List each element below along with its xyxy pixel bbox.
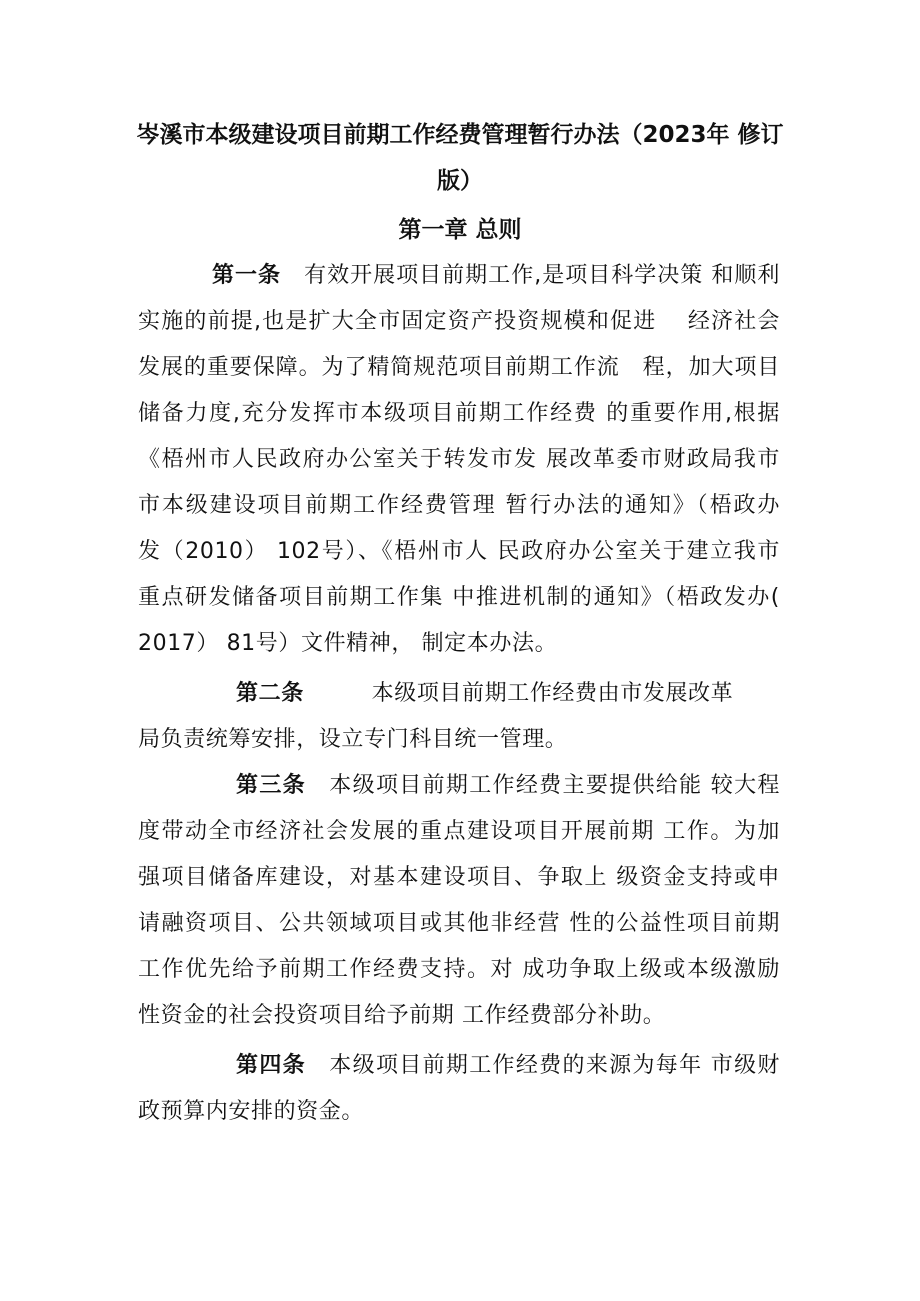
article-heading: 第三条 bbox=[236, 773, 306, 798]
article-4-line-2: 政预算内安排的资金。 bbox=[138, 1099, 365, 1124]
article-1-line-6: 市本级建设项目前期工作经费管理 暂行办法的通知》（梧政办 bbox=[138, 493, 780, 518]
article-4-line-1 bbox=[236, 1044, 780, 1088]
article-text: 本级项目前期工作经费主要提供给能 较大程 bbox=[329, 773, 780, 798]
article-1-line-2: 实施的前提,也是扩大全市固定资产投资规模和促进 经济社会 bbox=[138, 309, 780, 334]
article-heading: 第二条 bbox=[236, 681, 304, 706]
article-heading: 第四条 bbox=[236, 1053, 306, 1078]
article-1-line-5: 《梧州市人民政府办公室关于转发市发 展改革委市财政局我市 bbox=[138, 447, 780, 472]
article-1-line-1 bbox=[212, 254, 780, 298]
article-1-line-8: 重点研发储备项目前期工作集 中推进机制的通知》（梧政发办( bbox=[138, 585, 780, 610]
article-3-line-6: 性资金的社会投资项目给予前期 工作经费部分补助。 bbox=[138, 1003, 666, 1028]
article-3-line-3: 强项目储备库建设，对基本建设项目、争取上 级资金支持或申 bbox=[138, 865, 780, 890]
article-text: 本级项目前期工作经费由市发展改革 bbox=[371, 681, 734, 706]
article-3-line-4: 请融资项目、公共领域项目或其他非经营 性的公益性项目前期 bbox=[138, 911, 780, 936]
document-title: 岑溪市本级建设项目前期工作经费管理暂行办法（2023年 修订版） bbox=[136, 122, 784, 194]
article-2-line-1 bbox=[236, 672, 756, 716]
article-3-line-2: 度带动全市经济社会发展的重点建设项目开展前期 工作。为加 bbox=[138, 819, 780, 844]
article-1-line-7: 发（2010） 102号）、《梧州市人 民政府办公室关于建立我市 bbox=[138, 539, 780, 564]
article-text: 有效开展项目前期工作,是项目科学决策 和顺利 bbox=[304, 263, 780, 288]
article-text: 本级项目前期工作经费的来源为每年 市级财 bbox=[329, 1053, 780, 1078]
article-1-line-4: 储备力度,充分发挥市本级项目前期工作经费 的重要作用,根据 bbox=[138, 401, 780, 426]
article-3-line-5: 工作优先给予前期工作经费支持。对 成功争取上级或本级激励 bbox=[138, 957, 780, 982]
article-2-line-2: 局负责统筹安排，设立专门科目统一管理。 bbox=[138, 727, 568, 752]
article-3-line-1 bbox=[236, 764, 780, 808]
chapter-heading: 第一章 总则 bbox=[398, 217, 522, 243]
article-heading: 第一条 bbox=[212, 263, 282, 288]
article-1-line-9: 2017） 81号）文件精神， 制定本办法。 bbox=[138, 631, 558, 656]
article-1-line-3: 发展的重要保障。为了精简规范项目前期工作流 程，加大项目 bbox=[138, 355, 780, 380]
